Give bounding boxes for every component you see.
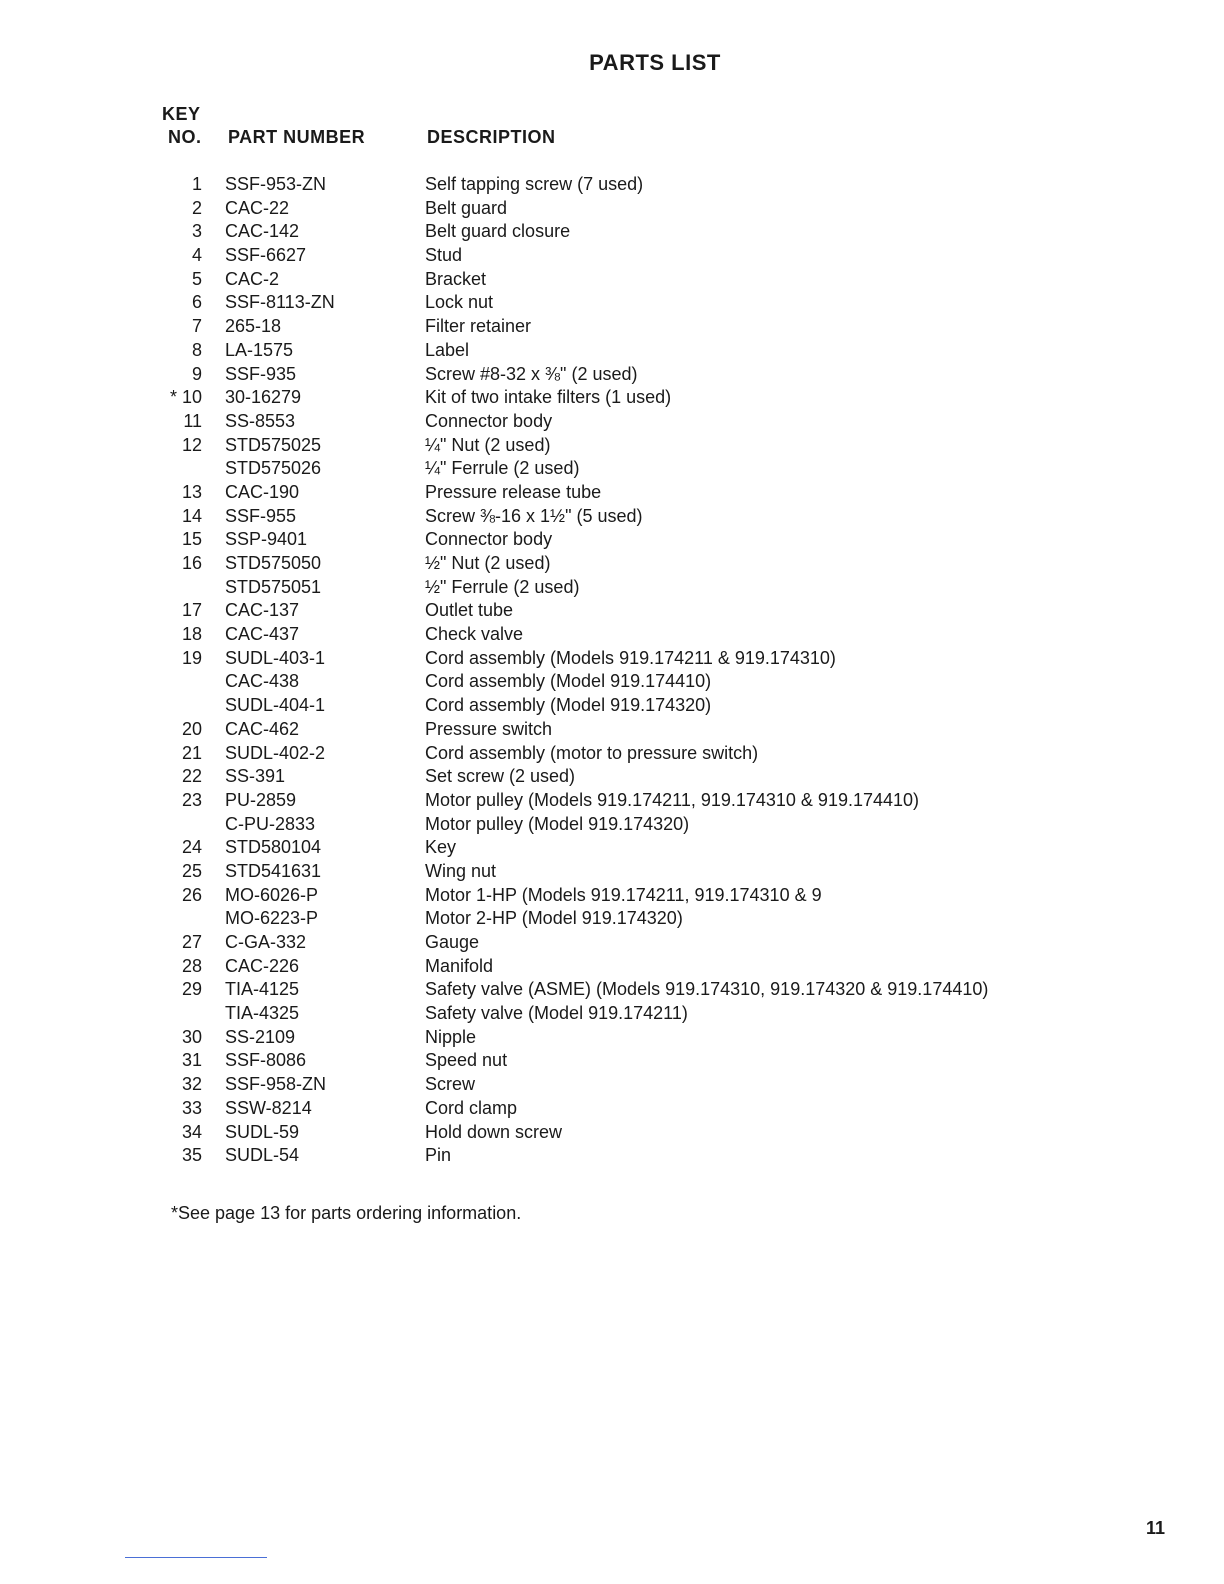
table-row <box>150 528 1050 552</box>
table-row <box>150 742 1050 766</box>
part-description: Manifold <box>425 955 494 976</box>
part-description: Hold down screw <box>425 1121 563 1142</box>
part-number: SSF-8113-ZN <box>225 292 335 313</box>
part-description: Kit of two intake filters (1 used) <box>425 387 672 408</box>
table-row <box>150 1002 1050 1026</box>
part-description: ¼" Nut (2 used) <box>425 434 551 455</box>
part-description: Pressure release tube <box>425 481 602 502</box>
table-row <box>150 1144 1050 1168</box>
key-number: 5 <box>191 268 202 289</box>
part-description: Belt guard <box>425 197 508 218</box>
part-description: Motor 1-HP (Models 919.174211, 919.174310 & 9 <box>425 884 822 905</box>
part-description: Motor pulley (Models 919.174211, 919.174310 & 919.174410) <box>425 789 920 810</box>
key-number: 27 <box>181 932 202 952</box>
table-row <box>150 694 1050 718</box>
table-row <box>150 220 1050 244</box>
part-description: Cord assembly (Models 919.174211 & 919.174310) <box>425 647 836 668</box>
part-description: Self tapping screw (7 used) <box>425 174 644 194</box>
key-number: 31 <box>181 1050 202 1071</box>
part-number: SSF-8086 <box>225 1050 307 1071</box>
header-description: DESCRIPTION <box>427 127 556 147</box>
part-number: LA-1575 <box>225 339 294 360</box>
key-number: 14 <box>181 505 202 526</box>
key-number: 17 <box>181 600 202 621</box>
key-number: 16 <box>181 553 202 573</box>
table-row <box>150 1049 1050 1073</box>
key-number: 6 <box>191 292 202 313</box>
part-number: CAC-462 <box>225 718 300 739</box>
part-number: SUDL-403-1 <box>225 647 326 668</box>
table-row <box>150 907 1050 931</box>
header-part-number: PART NUMBER <box>228 127 366 147</box>
part-description: Outlet tube <box>425 600 514 621</box>
page-number: 11 <box>1146 1518 1166 1538</box>
part-description: Lock nut <box>425 292 494 313</box>
part-number: CAC-438 <box>225 671 300 692</box>
key-number: 7 <box>191 316 202 337</box>
part-description: Gauge <box>425 932 480 952</box>
table-row <box>150 1073 1050 1097</box>
part-number: CAC-137 <box>225 600 300 621</box>
part-description: Speed nut <box>425 1050 508 1071</box>
key-number: 29 <box>181 979 202 1000</box>
key-number: 12 <box>181 434 202 455</box>
table-row <box>150 505 1050 529</box>
key-number: 26 <box>181 884 202 905</box>
part-description: Filter retainer <box>425 316 532 337</box>
table-row <box>150 339 1050 363</box>
footnote: *See page 13 for parts ordering information. <box>171 1203 522 1223</box>
key-number: 34 <box>181 1121 202 1142</box>
part-number: SUDL-54 <box>225 1145 300 1166</box>
key-number: 20 <box>181 718 202 739</box>
part-description: Cord assembly (Model 919.174410) <box>425 671 712 692</box>
key-number: 23 <box>181 789 202 810</box>
part-number: SSW-8214 <box>225 1097 312 1118</box>
part-description: Connector body <box>425 410 553 431</box>
table-row <box>150 813 1050 837</box>
part-description: Motor 2-HP (Model 919.174320) <box>425 908 683 929</box>
part-description: Motor pulley (Model 919.174320) <box>425 813 690 834</box>
part-number: SSF-958-ZN <box>225 1074 327 1095</box>
key-number: 1 <box>191 174 202 194</box>
table-row <box>150 623 1050 647</box>
part-number: STD580104 <box>225 837 322 858</box>
part-description: Screw ⅜-16 x 1½" (5 used) <box>425 505 643 526</box>
table-row <box>150 291 1050 315</box>
part-description: Screw #8-32 x ⅜" (2 used) <box>425 363 638 384</box>
header-key-line2: NO. <box>168 127 202 147</box>
part-description: ½" Ferrule (2 used) <box>425 576 580 597</box>
part-number: CAC-2 <box>225 268 280 289</box>
part-description: Wing nut <box>425 860 497 881</box>
part-description: Pressure switch <box>425 718 553 739</box>
part-number: SSP-9401 <box>225 529 308 550</box>
key-number: 8 <box>191 339 202 360</box>
table-row <box>150 315 1050 339</box>
divider-line <box>125 1557 267 1558</box>
table-row <box>150 647 1050 671</box>
key-number: 21 <box>181 742 202 763</box>
part-description: Screw <box>425 1074 476 1095</box>
part-number: SUDL-404-1 <box>225 695 326 716</box>
table-row <box>150 955 1050 979</box>
part-number: SUDL-59 <box>225 1121 300 1142</box>
key-number: 30 <box>181 1026 202 1047</box>
key-number: 25 <box>181 860 202 881</box>
part-number: SSF-935 <box>225 363 297 384</box>
key-number: 11 <box>183 410 202 431</box>
part-description: Connector body <box>425 529 553 550</box>
parts-table <box>150 173 1050 1168</box>
part-number: CAC-190 <box>225 481 300 502</box>
table-row <box>150 457 1050 481</box>
part-number: PU-2859 <box>225 789 297 810</box>
table-row <box>150 978 1050 1002</box>
part-number: SSF-6627 <box>225 245 307 266</box>
table-row <box>150 363 1050 387</box>
part-description: Bracket <box>425 268 487 289</box>
table-row <box>150 599 1050 623</box>
key-number: * 10 <box>169 387 202 408</box>
part-number: STD575025 <box>225 434 322 455</box>
header-key-line1: KEY <box>162 104 201 124</box>
key-number: 15 <box>181 529 202 550</box>
key-number: 18 <box>181 624 202 645</box>
key-number: 35 <box>181 1145 202 1166</box>
key-number: 22 <box>181 766 202 787</box>
table-row <box>150 197 1050 221</box>
table-row <box>150 576 1050 600</box>
part-description: Key <box>425 837 457 858</box>
key-number: 33 <box>181 1097 202 1118</box>
part-number: TIA-4125 <box>225 979 300 1000</box>
key-number: 3 <box>191 221 202 242</box>
table-row <box>150 173 1050 197</box>
part-number: CAC-22 <box>225 197 290 218</box>
table-row <box>150 836 1050 860</box>
table-row <box>150 670 1050 694</box>
part-description: Safety valve (Model 919.174211) <box>425 1003 688 1024</box>
part-number: STD541631 <box>225 860 322 881</box>
part-number: CAC-142 <box>225 221 300 242</box>
table-row <box>150 410 1050 434</box>
part-description: Set screw (2 used) <box>425 766 576 787</box>
part-description: Nipple <box>425 1026 477 1047</box>
table-row <box>150 434 1050 458</box>
part-number: STD575050 <box>225 553 322 573</box>
part-number: TIA-4325 <box>225 1003 300 1024</box>
key-number: 19 <box>181 647 202 668</box>
part-number: STD575026 <box>225 458 322 479</box>
part-description: Safety valve (ASME) (Models 919.174310, 919.174320 & 919.174410) <box>425 979 989 1000</box>
part-description: ½" Nut (2 used) <box>425 553 551 573</box>
part-description: Label <box>425 339 470 360</box>
part-number: CAC-437 <box>225 624 300 645</box>
key-number: 9 <box>191 363 202 384</box>
part-description: ¼" Ferrule (2 used) <box>425 458 580 479</box>
table-row <box>150 268 1050 292</box>
part-description: Pin <box>425 1145 452 1166</box>
table-row <box>150 1121 1050 1145</box>
table-row <box>150 386 1050 410</box>
key-number: 4 <box>191 245 202 266</box>
table-row <box>150 931 1050 955</box>
table-row <box>150 481 1050 505</box>
part-number: SS-391 <box>225 766 286 787</box>
part-number: SUDL-402-2 <box>225 742 326 763</box>
key-number: 32 <box>181 1074 202 1095</box>
part-number: SSF-953-ZN <box>225 174 327 194</box>
part-number: MO-6026-P <box>225 884 319 905</box>
table-row <box>150 1026 1050 1050</box>
part-description: Cord clamp <box>425 1097 518 1118</box>
part-description: Cord assembly (motor to pressure switch) <box>425 742 759 763</box>
part-number: MO-6223-P <box>225 908 319 929</box>
part-number: SSF-955 <box>225 505 297 526</box>
part-number: 265-18 <box>225 316 282 337</box>
table-row <box>150 860 1050 884</box>
part-number: SS-2109 <box>225 1026 296 1047</box>
table-row <box>150 552 1050 576</box>
part-description: Cord assembly (Model 919.174320) <box>425 695 712 716</box>
part-number: C-GA-332 <box>225 932 307 952</box>
table-row <box>150 884 1050 908</box>
part-number: STD575051 <box>225 576 322 597</box>
part-number: 30-16279 <box>225 387 302 408</box>
part-number: C-PU-2833 <box>225 813 316 834</box>
part-number: CAC-226 <box>225 955 300 976</box>
page-title: PARTS LIST <box>589 50 721 75</box>
table-row <box>150 1097 1050 1121</box>
key-number: 24 <box>181 837 202 858</box>
key-number: 2 <box>191 197 202 218</box>
part-description: Check valve <box>425 624 524 645</box>
table-row <box>150 765 1050 789</box>
table-row <box>150 789 1050 813</box>
part-description: Stud <box>425 245 463 266</box>
table-row <box>150 244 1050 268</box>
key-number: 28 <box>181 955 202 976</box>
part-number: SS-8553 <box>225 410 296 431</box>
part-description: Belt guard closure <box>425 221 571 242</box>
key-number: 13 <box>181 481 202 502</box>
table-row <box>150 718 1050 742</box>
